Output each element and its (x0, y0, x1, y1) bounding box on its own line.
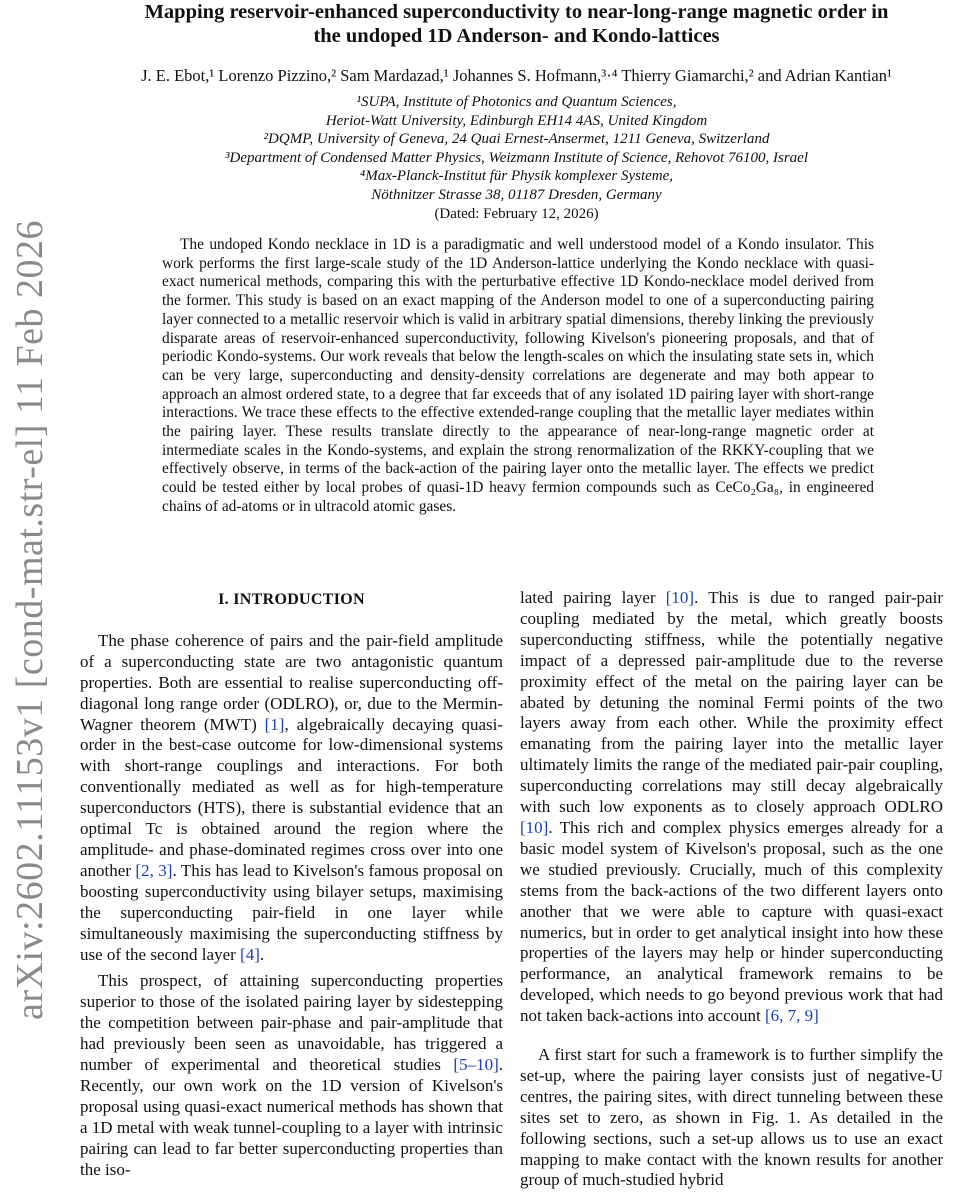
text-run: . This rich and complex physics emerges already for a basic model system of Kivelson's proposal, such as the one we studied previously. Crucially, much of this complexity stems from the back-actions of the two different layers onto another that we were able to capture with quasi-exact numerics, but in order to get analytical insight into how these properties of the layers may help or hinder superconducting performance, an analytical framework remains to be developed, which needs to go beyond previous work that had not taken back-actions into account (520, 817, 943, 1026)
arxiv-identifier: arXiv:2602.11153v1 [cond-mat.str-el] 11 Feb 2026 (9, 220, 51, 1020)
citation-link[interactable]: [4] (240, 944, 260, 964)
text-run: . (259, 944, 265, 964)
paper-title (60, 0, 973, 48)
citation-link[interactable]: [6, 7, 9] (765, 1006, 819, 1026)
date-line: (Dated: February 12, 2026) (434, 205, 599, 222)
affiliation-line: Nöthnitzer Strasse 38, 01187 Dresden, Germany (371, 186, 662, 203)
text-run: The phase coherence of pairs and the pair-field amplitude of a superconducting state are two antagonistic quantum properties. Both are essential to realise superconducting off-diagonal long range order (ODLRO), or, due to the Mermin-Wagner theorem (MWT) (80, 630, 503, 734)
citation-link[interactable]: [5–10] (453, 1055, 499, 1075)
paragraph-gap (520, 1033, 943, 1045)
author-list: J. E. Ebot,¹ Lorenzo Pizzino,² Sam Mardazad,¹ Johannes S. Hofmann,³·⁴ Thierry Giamarchi,² and Adrian Kantian¹ (141, 66, 892, 85)
affiliation-line: Heriot-Watt University, Edinburgh EH14 4AS, United Kingdom (325, 112, 708, 129)
citation-link[interactable]: [1] (264, 714, 285, 734)
arxiv-sidebar (0, 0, 60, 1200)
text-run: lated pairing layer (520, 588, 666, 607)
right-column (520, 588, 943, 1197)
affiliation-line: ³Department of Condensed Matter Physics, Weizmann Institute of Science, Rehovot 76100, Israel (224, 149, 808, 166)
citation-link[interactable]: [10] (520, 817, 549, 837)
affiliation-line: ¹SUPA, Institute of Photonics and Quantum Sciences, (356, 94, 677, 110)
title-line-1: Mapping reservoir-enhanced superconductivity to near-long-range magnetic order in (144, 1, 889, 23)
affiliations (60, 93, 973, 223)
citation-link[interactable]: [2, 3] (135, 860, 173, 880)
text-run: This prospect, of attaining superconducting properties superior to those of the isolated pairing layer by sidestepping the competition between pair-phase and pair-amplitude that had previously been seen as unavoidable, has triggered a number of experimental and theoretical studies (80, 971, 503, 1075)
text-run: , algebraically decaying quasi-order in the best-case outcome for low-dimensional systems with short-range couplings and interactions. For both conventionally mediated as well as for high-temperature superconductors (HTS), there is substantial evidence that an optimal Tc is obtained around the region where the amplitude- and phase-dominated regimes cross over into one another (80, 714, 503, 880)
abstract: The undoped Kondo necklace in 1D is a paradigmatic and well understood model of a Kondo insulator. This work performs the first large-scale study of the 1D Anderson-lattice underlying the Kondo necklace with quasi-exact numerical methods, comparing this with the perturbative effective 1D Kondo-necklace model derived from the former. This study is based on an exact mapping of the Anderson model to one of a superconducting pairing layer connected to a metallic reservoir which is valid in arbitrary spatial dimensions, thereby linking the previously disparate areas of reservoir-enhanced superconductivity, following Kivelson's pioneering proposals, and that of periodic Kondo-systems. Our work reveals that below the length-scales on which the insulating state sets in, which can be very large, superconducting and density-density correlations are degenerate and may both appear to approach an almost ordered state, to a degree that far exceeds that of any isolated 1D pairing layer with short-range interactions. We trace these effects to the effective extended-range coupling that the metallic layer mediates within the pairing layer. These results translate directly to the appearance of near-long-range magnetic order at intermediate scales in the Kondo-systems, and explain the strong renormalization of the RKKY-coupling that we effectively observe, in terms of the back-action of the pairing layer onto the metallic layer. The effects we predict could be tested either by local probes of quasi-1D heavy fermion compounds such as CeCo₂Ga₈, in engineered chains of ad-atoms or in ultracold atomic gases. (162, 236, 874, 515)
section-heading: I. INTRODUCTION (218, 591, 365, 608)
affiliation-line: ²DQMP, University of Geneva, 24 Quai Ernest-Ansermet, 1211 Geneva, Switzerland (263, 131, 770, 148)
title-line-2: the undoped 1D Anderson- and Kondo-lattices (313, 25, 720, 47)
text-run: A first start for such a framework is to further simplify the set-up, where the pairing layer consists just of negative-U centres, the pairing sites, with direct tunneling between these sites set to zero, as shown in Fig. 1. As detailed in the following sections, such a set-up allows us to use an exact mapping to make contact with the known results for another group of much-studied hybrid (520, 1045, 943, 1190)
left-column (80, 588, 503, 1186)
intro-paragraph-1 (80, 631, 503, 966)
intro-paragraph-2 (80, 971, 503, 1180)
text-run: . This is due to ranged pair-pair coupling mediated by the metal, which greatly boosts superconducting stiffness, while the potentially negative impact of a depressed pair-amplitude due to the reverse proximity effect of the metal on the pairing layer can be abated by detuning the nominal Fermi points of the two layers away from each other. While the proximity effect emanating from the pairing layer into the metallic layer ultimately limits the range of the mediated pair-pair coupling, superconducting correlations may still decay algebraically with such low exponents as to closely approach ODLRO (520, 588, 943, 817)
text-run: . Recently, our own work on the 1D version of Kivelson's proposal using quasi-exact numerical methods has shown that a 1D metal with weak tunnel-coupling to a layer with intrinsic pairing can lead to far better superconducting properties than the iso- (80, 1055, 503, 1179)
intro-paragraph-3 (520, 1045, 943, 1191)
affiliation-line: ⁴Max-Planck-Institut für Physik komplexer Systeme, (359, 168, 674, 185)
intro-paragraph-continued (520, 588, 943, 1027)
text-run: . This has lead to Kivelson's famous proposal on boosting superconductivity using bilayer setups, maximising the superconducting pair-field in one layer while simultaneously maximising the superconducting stiffness by use of the second layer (80, 860, 503, 964)
citation-link[interactable]: [10] (665, 588, 695, 607)
